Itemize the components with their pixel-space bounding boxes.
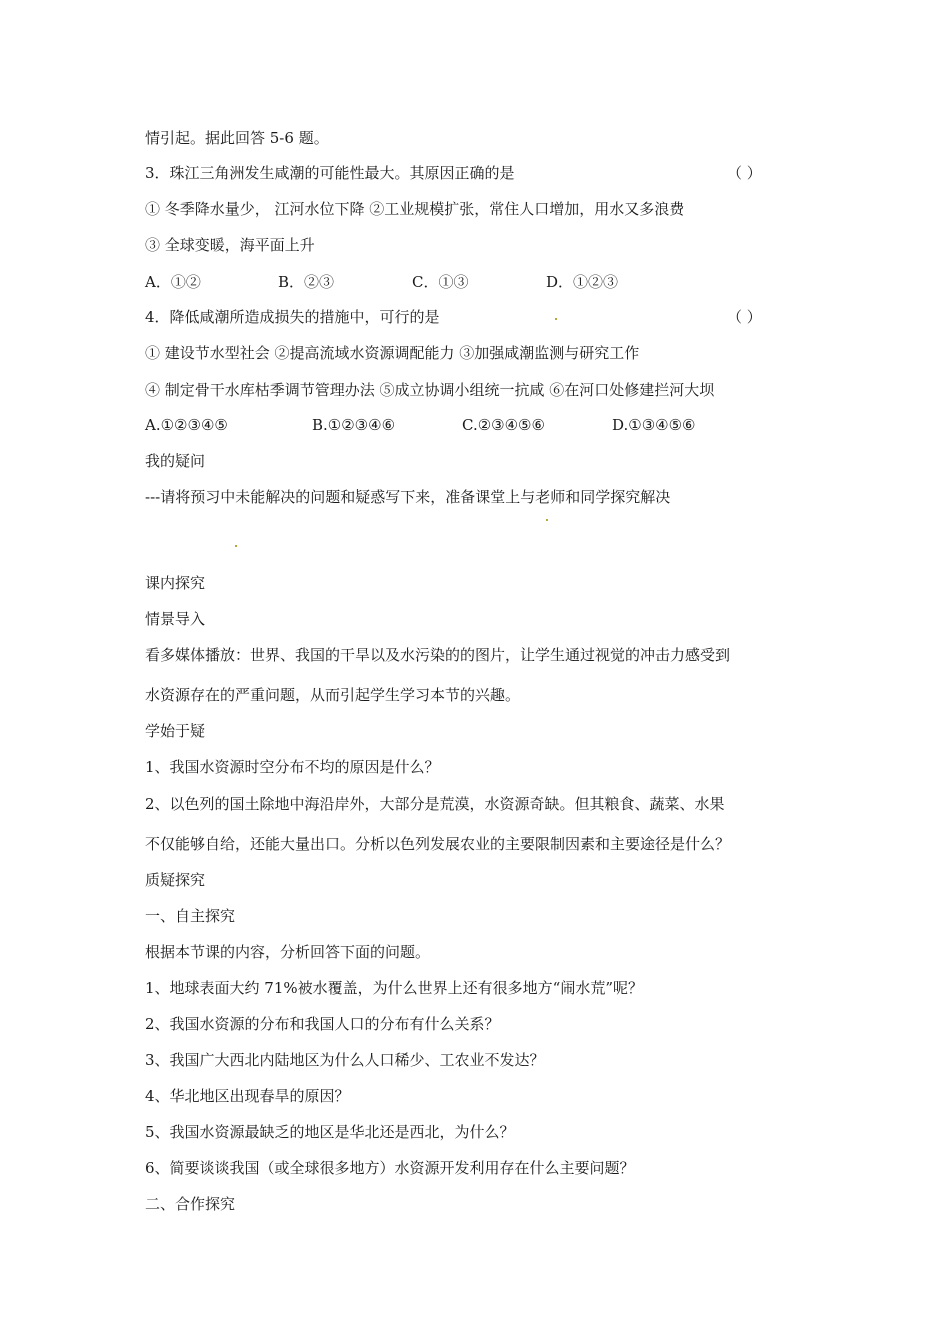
scene-heading: 情景导入 [145,610,206,628]
self-study-intro: 根据本节课的内容，分析回答下面的问题。 [145,943,431,961]
doubt-instruction: ---请将预习中未能解决的问题和疑惑写下来，准备课堂上与老师和同学探究解决 [145,488,671,506]
learn-heading: 学始于疑 [145,722,206,740]
self-question-3: 3、我国广大西北内陆地区为什么人口稀少、工农业不发达？ [145,1051,545,1069]
q4-statement-2: ④ 制定骨干水库枯季调节管理办法 ⑤成立协调小组统一抗咸 ⑥在河口处修建拦河大坝 [145,381,715,399]
coop-study-heading: 二、合作探究 [145,1195,236,1213]
inquiry-heading: 课内探究 [145,574,206,592]
learn-question-1: 1、我国水资源时空分布不均的原因是什么？ [145,758,440,776]
q3-option-c: C．①③ [412,273,469,291]
doubt-heading: 我的疑问 [145,452,206,470]
q4-option-c: C.②③④⑤⑥ [462,416,545,434]
q3-statement-2: ③ 全球变暖，海平面上升 [145,236,315,254]
self-question-5: 5、我国水资源最缺乏的地区是华北还是西北，为什么？ [145,1123,515,1141]
q4-statement-1: ① 建设节水型社会 ②提高流域水资源调配能力 ③加强咸潮监测与研究工作 [145,344,640,362]
q3-option-d: D．①②③ [546,273,619,291]
q4-answer-bracket: （ ） [727,308,762,326]
scan-speck [235,545,237,547]
self-question-4: 4、华北地区出现春旱的原因？ [145,1087,350,1105]
q3-option-b: B．②③ [278,273,335,291]
explore-heading: 质疑探究 [145,871,206,889]
q4-option-d: D.①③④⑤⑥ [612,416,696,434]
learn-question-2-line-2: 不仅能够自给，还能大量出口。分析以色列发展农业的主要限制因素和主要途径是什么？ [145,835,731,853]
scan-speck [546,519,548,521]
scene-line-2: 水资源存在的严重问题，从而引起学生学习本节的兴趣。 [145,686,521,704]
scan-speck [555,318,557,320]
self-question-6: 6、简要谈谈我国（或全球很多地方）水资源开发利用存在什么主要问题？ [145,1159,635,1177]
intro-tail: 情引起。据此回答 5-6 题。 [145,129,329,147]
q3-option-a: A．①② [145,273,201,291]
q3-stem: 3．珠江三角洲发生咸潮的可能性最大。其原因正确的是 [145,164,515,182]
self-question-2: 2、我国水资源的分布和我国人口的分布有什么关系？ [145,1015,500,1033]
scene-line-1: 看多媒体播放：世界、我国的干旱以及水污染的的图片，让学生通过视觉的冲击力感受到 [145,646,731,664]
learn-question-2-line-1: 2、以色列的国土除地中海沿岸外，大部分是荒漠，水资源奇缺。但其粮食、蔬菜、水果 [145,795,725,813]
q4-option-b: B.①②③④⑥ [312,416,396,434]
q4-option-a: A.①②③④⑤ [145,416,228,434]
q4-stem: 4．降低咸潮所造成损失的措施中，可行的是 [145,308,440,326]
q3-answer-bracket: （ ） [727,164,762,182]
self-question-1: 1、地球表面大约 71%被水覆盖，为什么世界上还有很多地方“闹水荒”呢？ [145,979,643,997]
self-study-heading: 一、自主探究 [145,907,236,925]
q3-statement-1: ① 冬季降水量少， 江河水位下降 ②工业规模扩张，常住人口增加，用水又多浪费 [145,200,685,218]
